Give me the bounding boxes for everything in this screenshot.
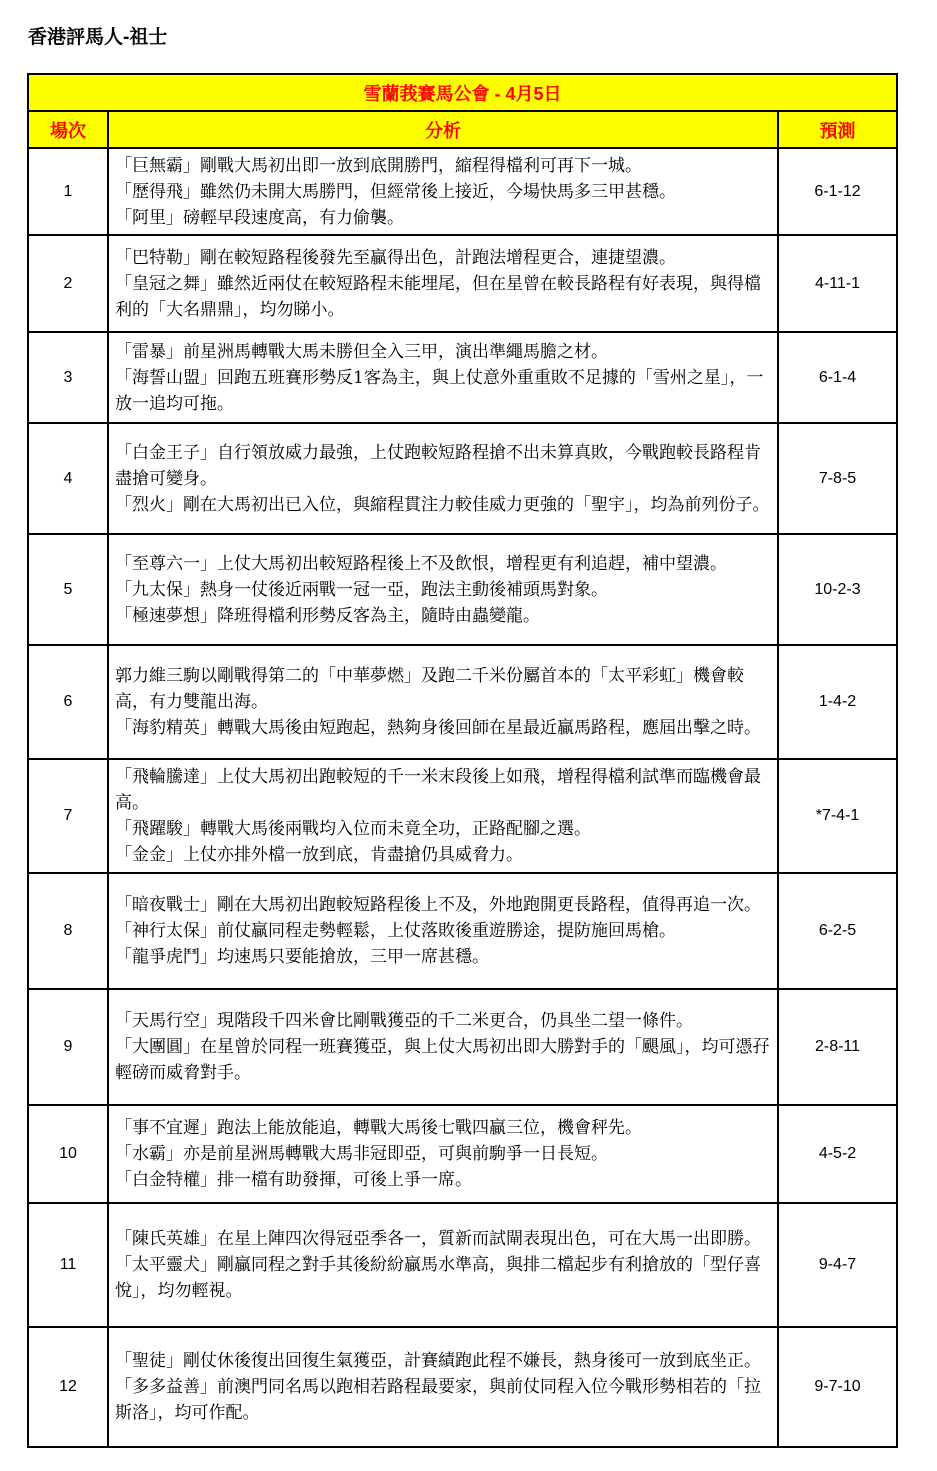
table-row (28, 989, 897, 1105)
race-number-cell: 12 (28, 1327, 108, 1447)
analysis-cell (108, 332, 778, 423)
race-number-cell: 7 (28, 759, 108, 873)
analysis-paragraph: 「巴特勒」剛在較短路程後發先至贏得出色，計跑法增程更合，連捷望濃。 (115, 247, 676, 268)
race-number-cell: 4 (28, 423, 108, 534)
analysis-paragraph: 「暗夜戰士」剛在大馬初出跑較短路程後上不及，外地跑開更長路程，值得再追一次。 (115, 895, 761, 915)
analysis-paragraph: 「巨無霸」剛戰大馬初出即一放到底開勝門，縮程得檔利可再下一城。 (115, 155, 642, 176)
table-row (28, 645, 897, 759)
table-row (28, 759, 897, 873)
race-number-cell: 11 (28, 1203, 108, 1327)
analysis-paragraph: 「至尊六一」上仗大馬初出較短路程後上不及飲恨，增程更有利追趕，補中望濃。 (115, 553, 727, 574)
prediction-cell: 7-8-5 (778, 423, 897, 534)
table-row (28, 148, 897, 235)
table-row (28, 235, 897, 332)
analysis-cell (108, 873, 778, 989)
page-title: 香港評馬人-祖士 (28, 27, 168, 48)
prediction-cell: 6-1-4 (778, 332, 897, 423)
analysis-cell (108, 235, 778, 332)
analysis-column-header: 分析 (108, 111, 778, 148)
table-row (28, 1203, 897, 1327)
analysis-paragraph: 郭力維三駒以剛戰得第二的「中華夢燃」及跑二千米份屬首本的「太平彩虹」機會較高，有力雙龍出海。 (115, 666, 744, 712)
analysis-cell (108, 423, 778, 534)
analysis-paragraph: 「阿里」磅輕早段速度高，有力偷襲。 (115, 207, 404, 228)
analysis-paragraph: 「白金王子」自行領放威力最強，上仗跑較短路程搶不出未算真敗，今戰跑較長路程肯盡搶可變身。 (115, 442, 761, 489)
analysis-paragraph: 「龍爭虎鬥」均速馬只要能搶放，三甲一席甚穩。 (115, 947, 489, 967)
analysis-paragraph: 「烈火」剛在大馬初出已入位，與縮程貫注力較佳威力更強的「聖宇」，均為前列份子。 (115, 494, 770, 515)
table-row (28, 873, 897, 989)
analysis-paragraph: 「雷暴」前星洲馬轉戰大馬未勝但全入三甲，演出準繩馬膽之材。 (115, 341, 608, 362)
prediction-cell: 4-5-2 (778, 1105, 897, 1203)
prediction-cell: 1-4-2 (778, 645, 897, 759)
prediction-cell: 9-7-10 (778, 1327, 897, 1447)
race-number-cell: 10 (28, 1105, 108, 1203)
analysis-paragraph: 「聖徒」剛仗休後復出回復生氣獲亞，計賽績跑此程不嫌長，熱身後可一放到底坐正。 (115, 1351, 761, 1371)
race-column-header: 場次 (28, 111, 108, 148)
analysis-paragraph: 「水霸」亦是前星洲馬轉戰大馬非冠即亞，可與前駒爭一日長短。 (115, 1144, 608, 1164)
analysis-paragraph: 「陳氏英雄」在星上陣四次得冠亞季各一，質新而試閘表現出色，可在大馬一出即勝。 (115, 1229, 761, 1249)
table-row (28, 332, 897, 423)
prediction-cell: 6-2-5 (778, 873, 897, 989)
analysis-cell (108, 534, 778, 645)
table-row (28, 1327, 897, 1447)
analysis-paragraph: 「多多益善」前澳門同名馬以跑相若路程最要家，與前仗同程入位今戰形勢相若的「拉斯洛」，均可作配。 (115, 1377, 761, 1423)
race-number-cell: 3 (28, 332, 108, 423)
analysis-paragraph: 「飛輪騰達」上仗大馬初出跑較短的千一米末段後上如飛，增程得檔利試準而臨機會最高。 (115, 767, 761, 813)
analysis-cell (108, 989, 778, 1105)
analysis-paragraph: 「太平靈犬」剛贏同程之對手其後紛紛贏馬水準高，與排二檔起步有利搶放的「型仔喜悅」，均勿輕視。 (115, 1255, 761, 1301)
analysis-paragraph: 「白金特權」排一檔有助發揮，可後上爭一席。 (115, 1170, 472, 1190)
analysis-paragraph: 「九太保」熱身一仗後近兩戰一冠一亞，跑法主動後補頭馬對象。 (115, 579, 608, 600)
table-row (28, 423, 897, 534)
prediction-cell: 2-8-11 (778, 989, 897, 1105)
meeting-banner: 雪蘭莪賽馬公會 - 4月5日 (28, 74, 897, 111)
analysis-paragraph: 「海豹精英」轉戰大馬後由短跑起，熱夠身後回師在星最近贏馬路程，應屆出擊之時。 (115, 718, 761, 738)
analysis-cell (108, 645, 778, 759)
prediction-column-header: 預測 (778, 111, 897, 148)
prediction-cell: 4-11-1 (778, 235, 897, 332)
analysis-cell (108, 1105, 778, 1203)
analysis-cell (108, 1203, 778, 1327)
prediction-cell: 6-1-12 (778, 148, 897, 235)
analysis-paragraph: 「神行太保」前仗贏同程走勢輕鬆，上仗落敗後重遊勝途，提防施回馬槍。 (115, 921, 676, 941)
analysis-paragraph: 「大團圓」在星曾於同程一班賽獲亞，與上仗大馬初出即大勝對手的「颶風」，均可憑孖輕磅而威脅對手。 (115, 1037, 770, 1083)
analysis-paragraph: 「事不宜遲」跑法上能放能追，轉戰大馬後七戰四贏三位，機會秤先。 (115, 1118, 642, 1138)
race-number-cell: 8 (28, 873, 108, 989)
analysis-paragraph: 「飛躍駿」轉戰大馬後兩戰均入位而未竟全功，正路配腳之選。 (115, 819, 591, 839)
analysis-paragraph: 「極速夢想」降班得檔利形勢反客為主，隨時由蟲變龍。 (115, 605, 540, 626)
analysis-cell (108, 148, 778, 235)
analysis-paragraph: 「金金」上仗亦排外檔一放到底，肯盡搶仍具威脅力。 (115, 845, 523, 865)
analysis-paragraph: 「天馬行空」現階段千四米會比剛戰獲亞的千二米更合，仍具坐二望一條件。 (115, 1011, 693, 1031)
prediction-cell: 10-2-3 (778, 534, 897, 645)
race-number-cell: 2 (28, 235, 108, 332)
race-number-cell: 1 (28, 148, 108, 235)
race-number-cell: 5 (28, 534, 108, 645)
analysis-paragraph: 「皇冠之舞」雖然近兩仗在較短路程未能埋尾，但在星曾在較長路程有好表現，與得檔利的「大名鼎鼎」，均勿睇小。 (115, 273, 761, 320)
race-tips-table (27, 73, 898, 1448)
analysis-paragraph: 「歷得飛」雖然仍未開大馬勝門，但經常後上接近，今場快馬多三甲甚穩。 (115, 181, 676, 202)
table-body (28, 148, 897, 1447)
table-row (28, 1105, 897, 1203)
race-number-cell: 6 (28, 645, 108, 759)
table-row (28, 534, 897, 645)
prediction-cell: 9-4-7 (778, 1203, 897, 1327)
analysis-paragraph: 「海誓山盟」回跑五班賽形勢反1客為主，與上仗意外重重敗不足據的「雪州之星」，一放一追均可拖。 (115, 367, 764, 414)
race-number-cell: 9 (28, 989, 108, 1105)
analysis-cell (108, 1327, 778, 1447)
prediction-cell: *7-4-1 (778, 759, 897, 873)
analysis-cell (108, 759, 778, 873)
